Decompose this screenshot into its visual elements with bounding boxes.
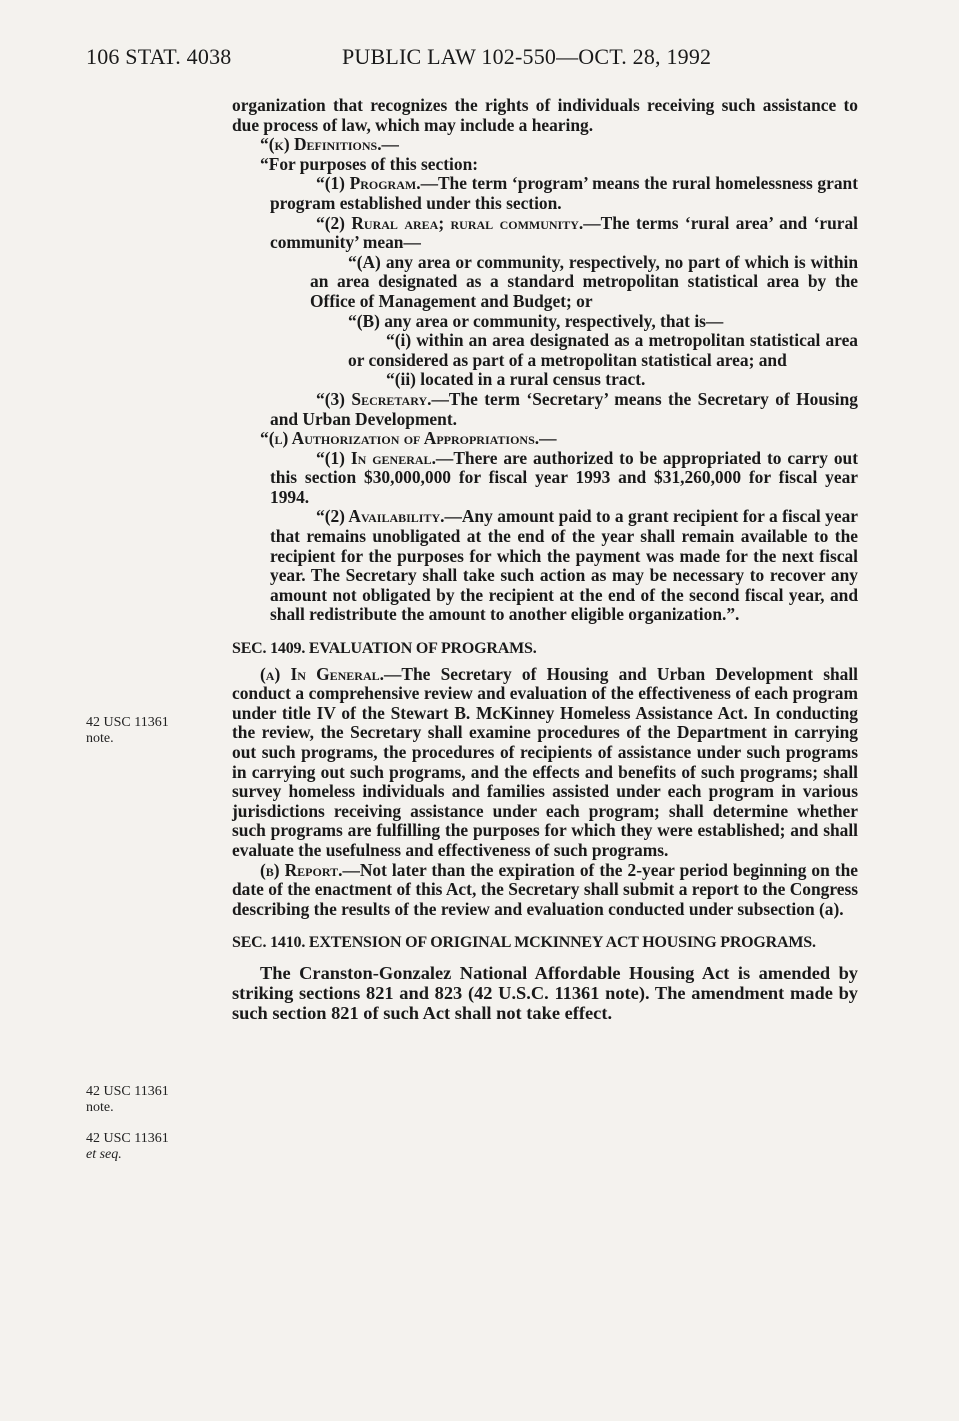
page-reference: 106 STAT. 4038: [86, 44, 232, 69]
section-1410-heading: SEC. 1410. EXTENSION OF ORIGINAL MCKINNEY ACT HOUSING PROGRAMS.: [232, 934, 816, 952]
margin-note: 42 USC 11361 note.: [86, 715, 169, 746]
paragraph-final: The Cranston-Gonzalez National Affordable Housing Act is amended by striking sections 821 and 823 (42 U.S.C. 11361 note). The amendment made by such section 821 of such Act shall not take effect.: [232, 962, 858, 1023]
paragraph-kA: “(A) any area or community, respectively, no part of which is within an area designated as a standard metropolitan statistical area by the Office of Management and Budget; or: [310, 251, 858, 311]
running-title: PUBLIC LAW 102-550—OCT. 28, 1992: [342, 44, 712, 69]
margin-note: 42 USC 11361 et seq.: [86, 1131, 169, 1162]
paragraph: organization that recognizes the rights of individuals receiving such assistance to due process of law, which may include a hearing.: [232, 95, 858, 135]
paragraph-k2: “(2) Rural area; rural community.—The terms ‘rural area’ and ‘rural community’ mean—: [270, 212, 858, 253]
paragraph-l1: “(1) In general.—There are authorized to be appropriated to carry out this section $30,000,000 for fiscal year 1993 and $31,260,000 for fiscal year 1994.: [270, 447, 858, 507]
subsection-l-heading: “(l) Authorization of Appropriations.—: [260, 428, 557, 449]
paragraph-kii: “(ii) located in a rural census tract.: [386, 369, 646, 390]
paragraph-l2: “(2) Availability.—Any amount paid to a grant recipient for a fiscal year that remains unobligated at the end of the year shall remain available to the recipient for the purposes for which the payment was made for the next fiscal year. The Secretary shall take such action as may be necessary to recover any amount not obligated by the recipient at the end of the second fiscal year, and shall redistribute the amount to another eligible organization.”.: [270, 506, 858, 625]
paragraph-ki: “(i) within an area designated as a metropolitan statistical area or considered as part of a metropolitan statistical area; and: [348, 330, 858, 370]
paragraph-a: (a) In General.—The Secretary of Housing and Urban Development shall conduct a comprehensive review and evaluation of the effectiveness of each program under title IV of the Stewart B. McKinney Homeless Assistance Act. In conducting the review, the Secretary shall examine procedures of the Department in carrying out such programs, the procedures of recipients of assistance under such programs in carrying out such programs, and the effects and benefits of such programs; shall survey homeless individuals and families assisted under each program in various jurisdictions receiving assistance under each program; shall determine whether such programs are fulfilling the purposes for which they were established; and shall evaluate the usefulness and effectiveness of such programs.: [232, 663, 858, 860]
margin-note: 42 USC 11361 note.: [86, 1084, 169, 1115]
paragraph-k3: “(3) Secretary.—The term ‘Secretary’ means the Secretary of Housing and Urban Development.: [270, 388, 858, 429]
section-1409-heading: SEC. 1409. EVALUATION OF PROGRAMS.: [232, 640, 537, 658]
subsection-k-heading: “(k) Definitions.—: [260, 134, 399, 155]
paragraph: “For purposes of this section:: [260, 153, 479, 174]
paragraph-b: (b) Report.—Not later than the expiration of the 2-year period beginning on the date of the enactment of this Act, the Secretary shall submit a report to the Congress describing the results of the review and evaluation conducted under subsection (a).: [232, 859, 858, 919]
paragraph-k1: “(1) Program.—The term ‘program’ means the rural homelessness grant program established under this section.: [270, 173, 858, 213]
statute-body: [232, 96, 858, 1023]
paragraph-kB: “(B) any area or community, respectively, that is—: [348, 310, 724, 331]
